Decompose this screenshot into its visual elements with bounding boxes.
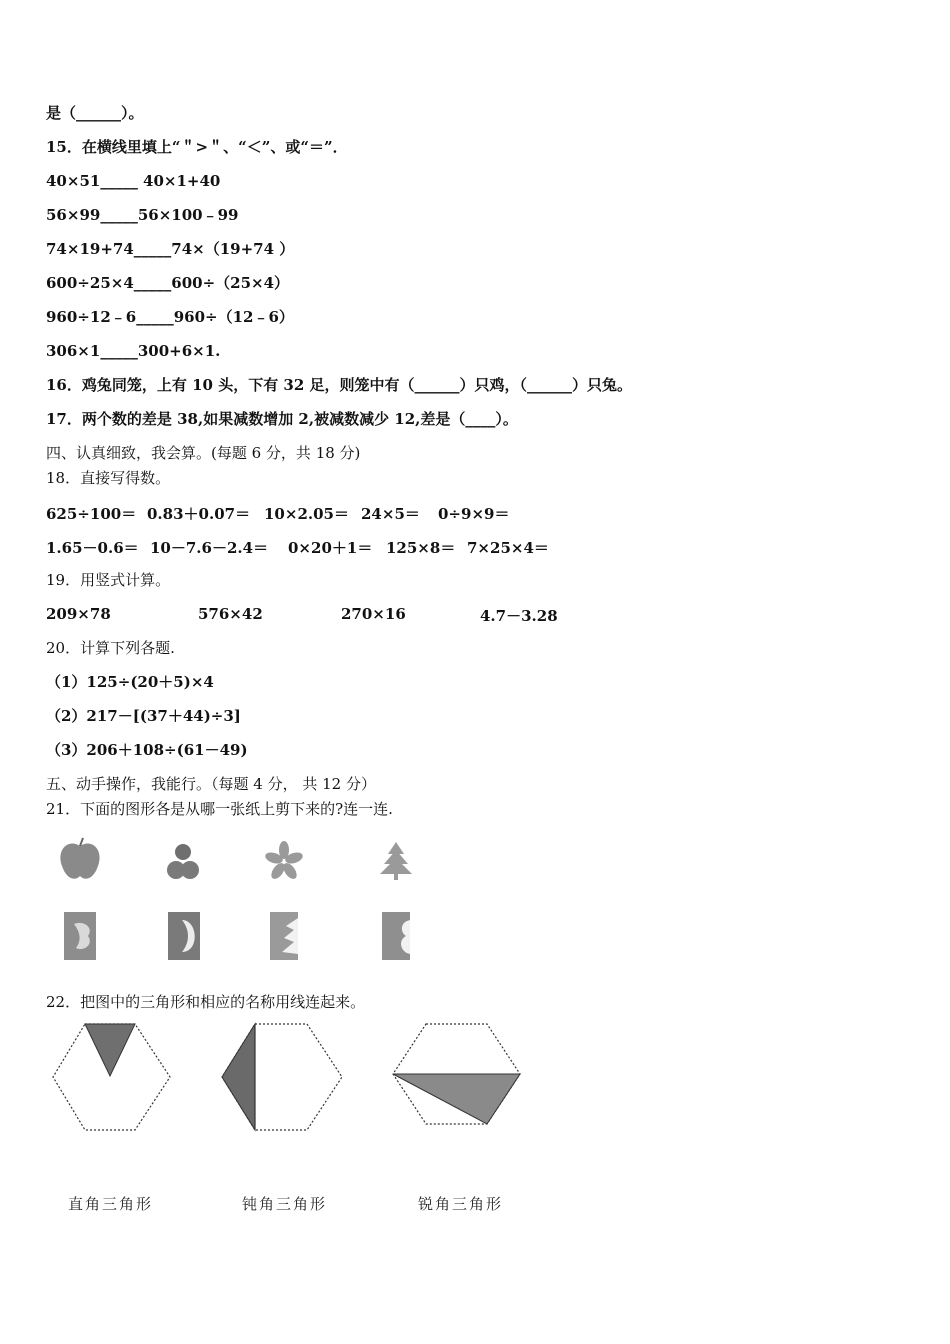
question-15f: 306×1_____300+6×1.: [46, 342, 221, 360]
question-16: 16．鸡兔同笼，上有 10 头，下有 32 足，则笼中有（______）只鸡，（______）只兔。: [46, 376, 633, 394]
q22-figure: [50, 1018, 530, 1138]
q19-item: 209×78: [46, 605, 111, 623]
q18-item: 24×5＝: [361, 505, 420, 523]
flower-shape-icon: [264, 841, 304, 881]
question-22: 22．把图中的三角形和相应的名称用线连起来。: [46, 993, 366, 1011]
paper-cut-2-icon: [168, 912, 200, 960]
question-20c: （3）206＋108÷(61－49): [46, 741, 248, 759]
question-15b: 56×99_____56×100﹣99: [46, 206, 239, 224]
label-right-triangle: 直角三角形: [68, 1195, 154, 1213]
q18-item: 0÷9×9＝: [438, 505, 510, 523]
q19-item: 4.7－3.28: [480, 607, 558, 625]
q18-item: 7×25×4＝: [467, 539, 549, 557]
q18-item: 10－7.6－2.4＝: [150, 539, 269, 557]
label-obtuse-triangle: 钝角三角形: [242, 1195, 328, 1213]
section-5-heading: 五、动手操作，我能行。（每题 4 分， 共 12 分）: [46, 775, 376, 793]
paper-cut-3-icon: [270, 912, 298, 960]
hexagon-3: [393, 1024, 520, 1124]
question-17: 17．两个数的差是 38,如果减数增加 2,被减数减少 12,差是（____）。: [46, 410, 518, 428]
q18-item: 0×20＋1＝: [288, 539, 373, 557]
gourd-shape-icon: [167, 844, 199, 879]
paper-cut-4-icon: [382, 912, 410, 960]
hexagon-1: [53, 1024, 170, 1130]
question-20b: （2）217－[(37＋44)÷3]: [46, 707, 241, 725]
q18-item: 10×2.05＝: [264, 505, 349, 523]
q21-figure: [50, 832, 470, 982]
q18-item: 625÷100＝: [46, 505, 137, 523]
label-acute-triangle: 锐角三角形: [418, 1195, 504, 1213]
section-4-heading: 四、认真细致，我会算。(每题 6 分，共 18 分): [46, 444, 361, 462]
question-15d: 600÷25×4_____600÷（25×4）: [46, 274, 290, 292]
question-15e: 960÷12﹣6_____960÷（12﹣6）: [46, 308, 294, 326]
q19-item: 270×16: [341, 605, 406, 623]
question-20a: （1）125÷(20＋5)×4: [46, 673, 214, 691]
tree-shape-icon: [380, 842, 412, 880]
question-19: 19．用竖式计算。: [46, 571, 171, 589]
triangle-shaded-3: [393, 1074, 520, 1124]
question-15: 15．在横线里填上“＂>＂、“＜”、或“＝”．: [46, 138, 348, 156]
triangle-shaded-1: [85, 1024, 135, 1076]
question-15c: 74×19+74_____74×（19+74 ）: [46, 240, 295, 258]
question-21: 21．下面的图形各是从哪一张纸上剪下来的?连一连.: [46, 800, 393, 818]
question-20: 20．计算下列各题.: [46, 639, 175, 657]
q18-item: 125×8＝: [386, 539, 456, 557]
q18-item: 1.65－0.6＝: [46, 539, 139, 557]
question-18: 18．直接写得数。: [46, 469, 171, 487]
hexagon-2: [222, 1024, 342, 1130]
q19-item: 576×42: [198, 605, 263, 623]
triangle-shaded-2: [222, 1024, 255, 1130]
paper-cut-1-icon: [64, 912, 96, 960]
apple-shape-icon: [60, 838, 99, 879]
line-0: 是（______）。: [46, 104, 144, 122]
question-15a: 40×51_____ 40×1+40: [46, 172, 221, 190]
q18-item: 0.83＋0.07＝: [147, 505, 251, 523]
